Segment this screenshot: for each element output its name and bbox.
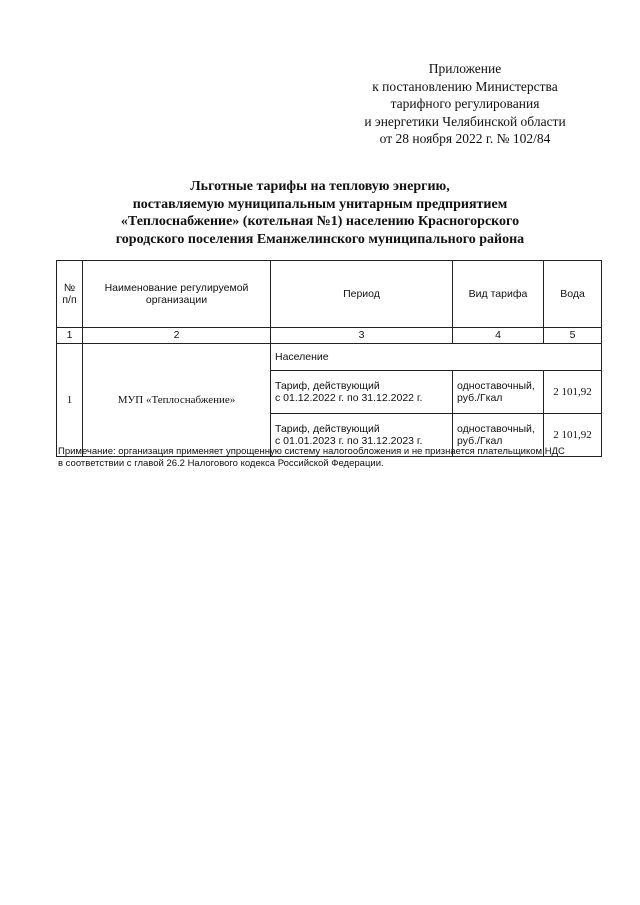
- organization-name: МУП «Теплоснабжение»: [83, 344, 271, 457]
- footnote-line: Примечание: организация применяет упрощенную систему налогообложения и не признается плательщиком НДС: [58, 446, 565, 457]
- appendix-line: Приложение: [428, 61, 502, 76]
- document-title: [60, 178, 580, 248]
- tariff-period-line: Тариф, действующий: [275, 379, 380, 392]
- consumer-group: Население: [271, 344, 602, 371]
- column-number-row: [57, 328, 602, 344]
- header-water: Вода: [544, 261, 602, 328]
- column-number: 5: [544, 328, 602, 344]
- title-line: поставляемую муниципальным унитарным предприятием: [132, 196, 508, 212]
- appendix-line: тарифного регулирования: [390, 96, 540, 111]
- title-line: Льготные тарифы на тепловую энергию,: [190, 179, 450, 194]
- tariff-period-line: Тариф, действующий: [275, 422, 380, 435]
- appendix-header: [340, 60, 590, 148]
- tariff-period-line: с 01.01.2023 г. по 31.12.2023 г.: [275, 435, 423, 447]
- header-number: № п/п: [57, 261, 83, 328]
- title-line: городского поселения Еманжелинского муниципального района: [115, 231, 525, 247]
- tariff-period-line: с 01.12.2022 г. по 31.12.2022 г.: [275, 392, 423, 404]
- tariff-type-line: руб./Гкал: [457, 392, 503, 404]
- header-organization: Наименование регулируемой организации: [83, 261, 271, 328]
- column-number: 3: [271, 328, 453, 344]
- header-tariff-type: Вид тарифа: [453, 261, 544, 328]
- appendix-line: от 28 ноября 2022 г. № 102/84: [379, 131, 551, 146]
- footnote-line: в соответствии с главой 26.2 Налогового кодекса Российской Федерации.: [58, 458, 384, 469]
- column-number: 1: [57, 328, 83, 344]
- row-number: 1: [57, 344, 83, 457]
- tariff-type-line: одноставочный,: [457, 379, 535, 392]
- column-number: 4: [453, 328, 544, 344]
- tariff-value: 2 101,92: [544, 414, 602, 457]
- header-period: Период: [271, 261, 453, 328]
- tariff-period: [271, 371, 453, 414]
- tariff-type: [453, 371, 544, 414]
- table-row: [57, 344, 602, 371]
- column-number: 2: [83, 328, 271, 344]
- appendix-line: и энергетики Челябинской области: [364, 113, 566, 129]
- footnote: [58, 446, 603, 470]
- tariff-type-line: руб./Гкал: [457, 435, 503, 447]
- tariff-type-line: одноставочный,: [457, 422, 535, 435]
- table-header-row: [57, 261, 602, 328]
- title-line: «Теплоснабжение» (котельная №1) населению Красногорского: [120, 214, 520, 229]
- tariff-table: [56, 260, 602, 457]
- appendix-line: к постановлению Министерства: [372, 78, 558, 94]
- tariff-value: 2 101,92: [544, 371, 602, 414]
